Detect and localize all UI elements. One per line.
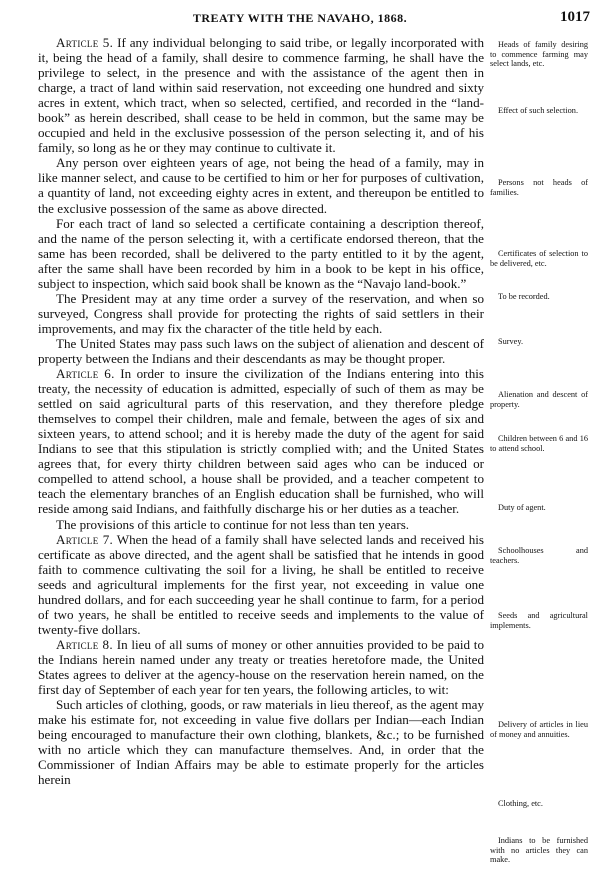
page-header — [0, 9, 600, 29]
margin-note: Duty of agent. — [498, 503, 546, 512]
paragraph-text: If any individual belonging to said tribe, or legally incorporated with it, being the head of a family, shall desire to commence farming, he shall have the privilege to select, in the presence and with the assistance of the agent then in charge, a tract of land within said reservation, not exceeding one hundred and sixty acres in extent, which tract, when so selected, certified, and recorded in the “land-book” as herein described, shall cease to be held in common, but the same may be occupied and held in the exclusive possession of the person selecting it, and of his family, so long as he or they may continue to cultivate it. — [38, 35, 484, 156]
paragraph — [38, 336, 484, 366]
margin-note: Survey. — [498, 337, 524, 346]
margin-note: Persons not heads of families. — [490, 178, 588, 197]
margin-note: Indians to be furnished with no articles they can make. — [490, 836, 588, 865]
paragraph-text: The provisions of this article to continue for not less than ten years. — [56, 516, 410, 532]
paragraph — [38, 697, 484, 787]
margin-note: Clothing, etc. — [498, 799, 543, 808]
paragraph — [38, 155, 484, 215]
paragraph-text: Any person over eighteen years of age, not being the head of a family, may in like manner select, and cause to be certified to him or her for purposes of cultivation, a quantity of land, not exceeding eighty acres in extent, and thereupon be entitled to the exclusive possession of the same as above directed. — [38, 155, 484, 216]
paragraph-article-5 — [38, 35, 484, 155]
paragraph-text: In order to insure the civilization of the Indians entering into this treaty, the necessity of education is admitted, especially of such of them as may be settled on said agricultural parts of this reservation, and they therefore pledge themselves to compel their children, male and female, between the ages of six and sixteen years, to attend school; and it is hereby made the duty of the agent for said Indians to see that this stipulation is strictly complied with; and the United States agrees that, for every thirty children between said ages who can be induced or compelled to attend school, a house shall be provided, and a teacher competent to teach the elementary branches of an English education shall be furnished, who will reside among said Indians, and faithfully discharge his or her duties as a teacher. — [38, 366, 484, 517]
paragraph — [38, 216, 484, 291]
paragraph-text: For each tract of land so selected a certificate containing a description thereof, and the name of the person selecting it, with a certificate endorsed thereon, that the same has been recorded, shall be delivered to the party entitled to it by the agent, after the same shall have been recorded by him in a book to be kept in his office, subject to inspection, which said book shall be known as the “Navajo land-book.” — [38, 215, 484, 291]
running-title: TREATY WITH THE NAVAHO, 1868. — [192, 11, 408, 25]
margin-note: Heads of family desiring to commence farming may select lands, etc. — [490, 40, 588, 69]
margin-note: Alienation and descent of property. — [490, 390, 588, 409]
margin-note: Certificates of selection to be delivered, etc. — [490, 249, 588, 268]
margin-note: Schoolhouses and teachers. — [490, 546, 588, 565]
paragraph-article-7 — [38, 532, 484, 637]
article-heading: Article 5. — [56, 35, 114, 50]
margin-note: Delivery of articles in lieu of money and annuities. — [490, 720, 588, 739]
article-heading: Article 6. — [56, 366, 115, 382]
paragraph-text: In lieu of all sums of money or other annuities provided to be paid to the Indians herein named under any treaty or treaties heretofore made, the United States agrees to deliver at the agency-house on the reservation herein named, on the first day of September of each year for ten years, the following articles, to wit: — [38, 636, 484, 698]
article-heading: Article 7. — [56, 531, 114, 547]
paragraph-text: Such articles of clothing, goods, or raw materials in lieu thereof, as the agent may make his estimate for, not exceeding in value five dollars per Indian—each Indian being encouraged to manufacture their own clothing, blankets, &c.; to be furnished with no article which they can manufacture themselves. And, in order that the Commissioner of Indian Affairs may be able to estimate properly for the articles herein — [38, 697, 484, 788]
page-number: 1017 — [560, 9, 590, 25]
paragraph-article-8 — [38, 637, 484, 697]
paragraph-text: The United States may pass such laws on the subject of alienation and descent of property between the Indians and their descendants as may be thought proper. — [38, 335, 484, 366]
paragraph-text: When the head of a family shall have selected lands and received his certificate as above directed, and the agent shall be satisfied that he intends in good faith to commence cultivating the soil for a living, he shall be entitled to receive seeds and agricultural implements for the first year, not exceeding in value one hundred dollars, and for each succeeding year he shall continue to farm, for a period of two years, he shall be entitled to receive seeds and implements to the value of twenty-five dollars. — [38, 531, 485, 637]
article-heading: Article 8. — [56, 636, 113, 652]
margin-note: Children between 6 and 16 to attend school. — [490, 434, 588, 453]
paragraph — [38, 517, 484, 532]
paragraph-text: The President may at any time order a survey of the reservation, and when so surveyed, Congress shall provide for protecting the rights of said settlers in their improvements, and may fix the character of the title held by each. — [38, 290, 484, 336]
margin-note: Seeds and agricultural implements. — [490, 611, 588, 630]
paragraph — [38, 291, 484, 336]
treaty-text — [38, 35, 484, 787]
paragraph-article-6 — [38, 366, 484, 516]
margin-note: Effect of such selection. — [498, 106, 579, 115]
margin-note: To be recorded. — [498, 292, 550, 301]
